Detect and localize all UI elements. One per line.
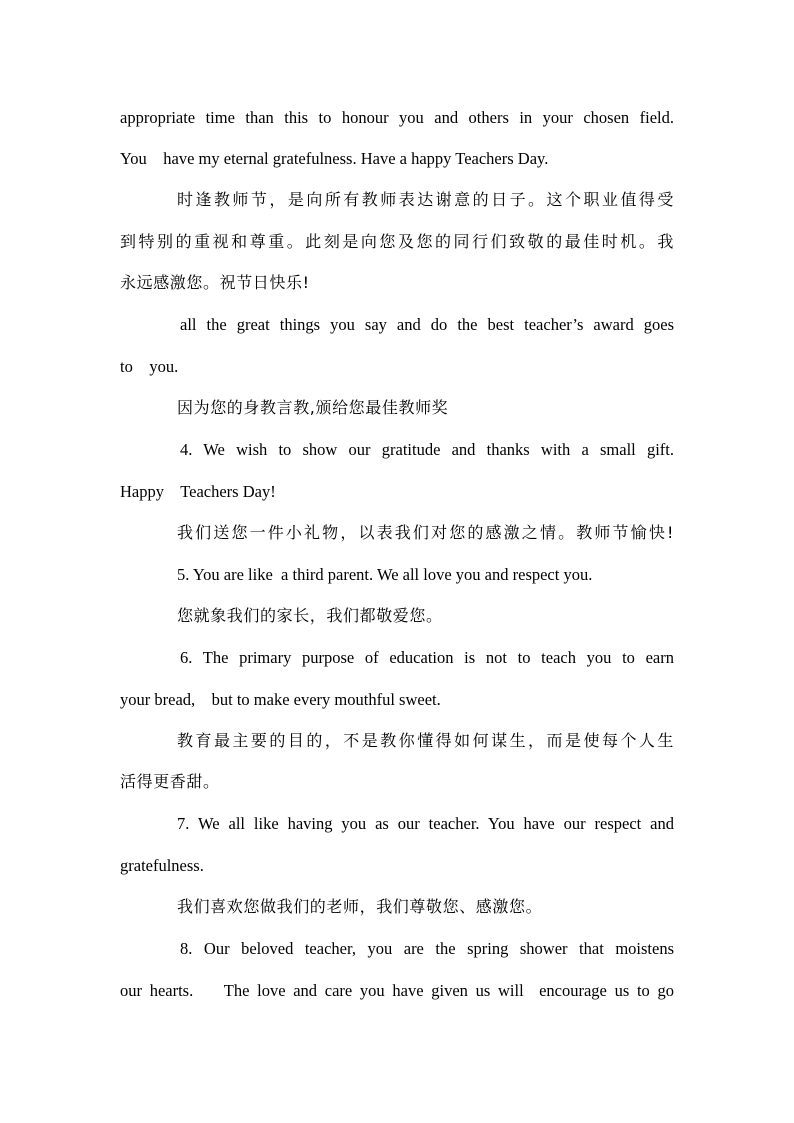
text-line: Happy Teachers Day!	[120, 482, 276, 501]
text-line: to you.	[120, 357, 179, 376]
text-line: appropriate time than this to honour you and others in your chosen field.	[120, 108, 674, 127]
text-line: our hearts. The love and care you have given us will encourage us to go	[120, 981, 674, 1000]
text-line: 我们喜欢您做我们的老师，我们尊敬您、感激您。	[177, 897, 543, 916]
text-line: 7. We all like having you as our teacher. You have our respect and	[177, 814, 674, 833]
text-line: 8. Our beloved teacher, you are the spring shower that moistens	[180, 939, 674, 958]
text-line: 6. The primary purpose of education is not to teach you to earn	[180, 648, 674, 667]
text-line: 教育最主要的目的，不是教你懂得如何谋生，而是使每个人生	[177, 731, 674, 750]
text-line: gratefulness.	[120, 856, 204, 875]
text-line: 5. You are like a third parent. We all love you and respect you.	[177, 565, 593, 584]
text-line: 时逢教师节，是向所有教师表达谢意的日子。这个职业值得受	[177, 190, 674, 209]
text-line: You have my eternal gratefulness. Have a happy Teachers Day.	[120, 149, 549, 168]
text-line: 因为您的身教言教,颁给您最佳教师奖	[177, 398, 449, 417]
text-line: 我们送您一件小礼物，以表我们对您的感激之情。教师节愉快!	[177, 523, 674, 542]
text-line: 活得更香甜。	[120, 772, 220, 791]
text-line: your bread, but to make every mouthful sweet.	[120, 690, 441, 709]
text-line: all the great things you say and do the best teacher’s award goes	[180, 315, 674, 334]
text-line: 永远感激您。祝节日快乐!	[120, 273, 310, 292]
text-line: 到特别的重视和尊重。此刻是向您及您的同行们致敬的最佳时机。我	[120, 232, 674, 251]
text-line: 您就象我们的家长，我们都敬爱您。	[177, 606, 443, 625]
text-line: 4. We wish to show our gratitude and thanks with a small gift.	[180, 440, 674, 459]
